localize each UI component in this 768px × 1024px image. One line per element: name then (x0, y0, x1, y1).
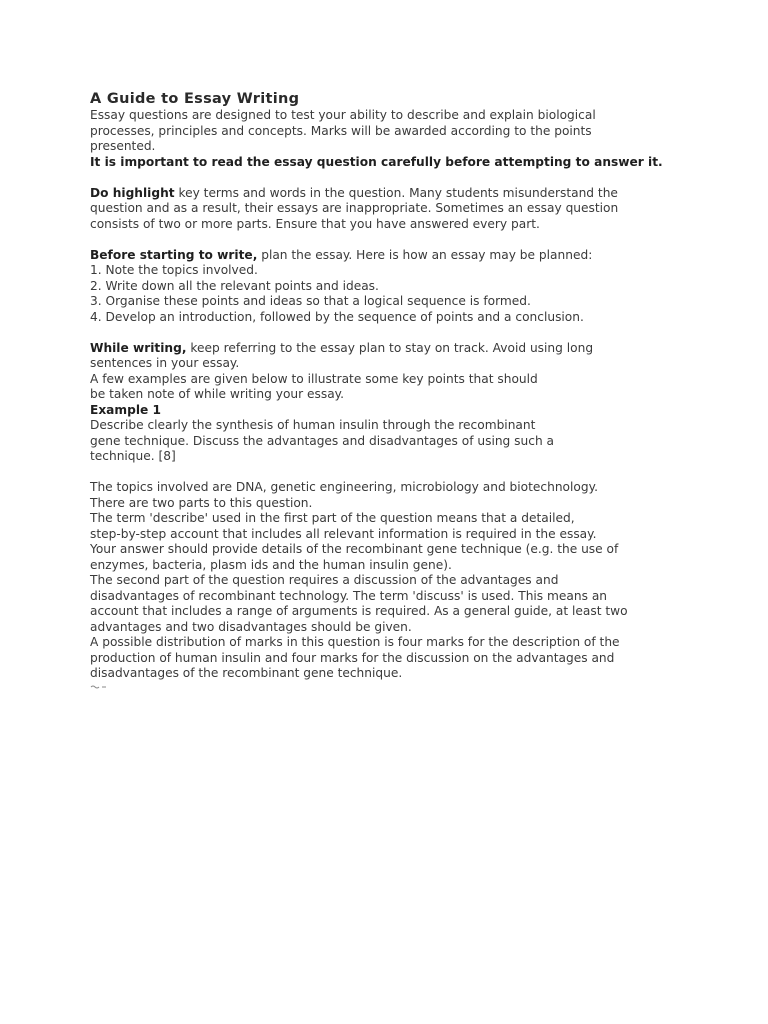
scan-artifact-mark (90, 682, 650, 694)
answer-line: The second part of the question requires a discussion of the advantages and (90, 573, 559, 587)
paragraph-gap (90, 170, 650, 186)
highlight-bold-label: Do highlight (90, 185, 175, 200)
answer-line: disadvantages of the recombinant gene technique. (90, 666, 403, 680)
answer-line: Your answer should provide details of the recombinant gene technique (e.g. the use of (90, 542, 619, 556)
answer-line: advantages and two disadvantages should be given. (90, 619, 412, 634)
before-writing-bold-label: Before starting to write, (90, 247, 258, 262)
highlight-line (90, 186, 650, 202)
paragraph-gap (90, 232, 650, 248)
while-writing-text: keep referring to the essay plan to stay on track. Avoid using long (186, 340, 594, 355)
example-question-line: Describe clearly the synthesis of human insulin through the recombinant (90, 418, 536, 432)
answer-line: account that includes a range of arguments is required. As a general guide, at least two (90, 604, 628, 618)
plan-step: 4. Develop an introduction, followed by the sequence of points and a conclusion. (90, 309, 584, 324)
answer-line: production of human insulin and four marks for the discussion on the advantages and (90, 650, 615, 665)
answer-line: A possible distribution of marks in this question is four marks for the description of the (90, 635, 620, 649)
answer-paragraph (90, 480, 650, 682)
important-note: It is important to read the essay question carefully before attempting to answer it. (90, 154, 663, 169)
page-title: A Guide to Essay Writing (90, 91, 300, 107)
while-writing-line: be taken note of while writing your essay. (90, 387, 345, 401)
answer-line: disadvantages of recombinant technology. The term 'discuss' is used. This means an (90, 588, 608, 603)
highlight-line: consists of two or more parts. Ensure that you have answered every part. (90, 216, 540, 231)
answer-line: enzymes, bacteria, plasm ids and the human insulin gene). (90, 557, 452, 572)
intro-paragraph (90, 108, 663, 170)
paragraph-gap (90, 325, 650, 341)
example-heading: Example 1 (90, 402, 162, 417)
highlight-paragraph (90, 186, 650, 233)
highlight-text: key terms and words in the question. Many students misunderstand the (174, 185, 618, 200)
before-writing-text: plan the essay. Here is how an essay may be planned: (257, 247, 593, 262)
document-page (90, 91, 663, 694)
answer-line: step-by-step account that includes all relevant information is required in the essay. (90, 526, 597, 541)
before-writing-line (90, 248, 650, 264)
while-writing-paragraph (90, 341, 650, 403)
answer-line: There are two parts to this question. (90, 495, 313, 510)
answer-line: The topics involved are DNA, genetic engineering, microbiology and biotechnology. (90, 480, 598, 494)
while-writing-line: A few examples are given below to illustrate some key points that should (90, 371, 538, 386)
paragraph-gap (90, 465, 650, 481)
plan-step: 3. Organise these points and ideas so that a logical sequence is formed. (90, 294, 531, 308)
while-writing-line: sentences in your essay. (90, 356, 240, 370)
highlight-line: question and as a result, their essays are inappropriate. Sometimes an essay question (90, 201, 619, 215)
intro-line: processes, principles and concepts. Marks will be awarded according to the points (90, 123, 592, 138)
example-section (90, 403, 650, 465)
before-writing-paragraph (90, 248, 650, 326)
intro-line: Essay questions are designed to test your ability to describe and explain biological (90, 108, 596, 122)
example-question-line: technique. [8] (90, 449, 176, 463)
intro-line: presented. (90, 139, 156, 153)
answer-line: The term 'describe' used in the first part of the question means that a detailed, (90, 511, 575, 525)
squiggle-mark-icon (90, 684, 108, 690)
while-writing-line (90, 341, 650, 357)
example-question-line: gene technique. Discuss the advantages and disadvantages of using such a (90, 433, 555, 448)
while-writing-bold-label: While writing, (90, 340, 187, 355)
plan-step: 1. Note the topics involved. (90, 263, 258, 277)
plan-step: 2. Write down all the relevant points and ideas. (90, 278, 379, 293)
